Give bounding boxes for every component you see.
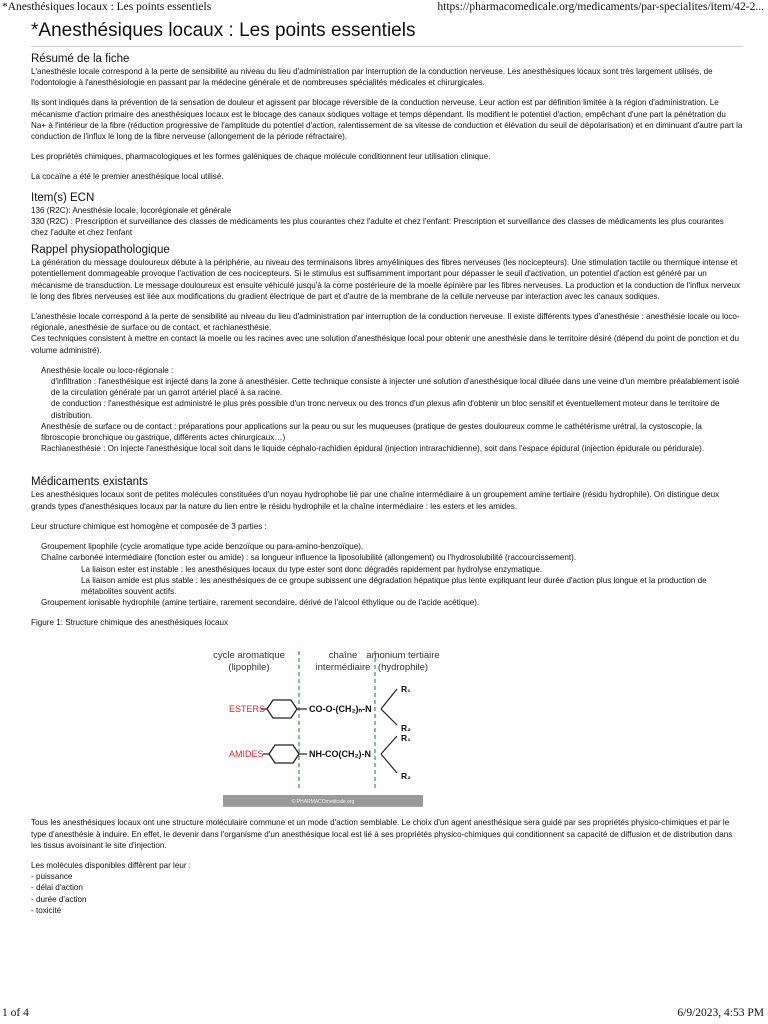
list-item: Groupement lipophile (cycle aromatique type acide benzoïque ou para-amino-benzoïque).: [41, 542, 364, 552]
list-item: de conduction : l'anesthésique est administré le plus près possible d'un tronc nerveux ou des troncs d'un plexus afin d'obtenir un bloc sensitif et éventuellement moteur dans le territoire de distribution.: [51, 399, 720, 420]
paragraph: L'anesthésie locale correspond à la perte de sensibilité au niveau du lieu d'administration par interruption de la conduction nerveuse. Il existe différents types d'anesthésie : anesthésie locale ou loco-régionale, anesthésie de surface ou de contact, et rachianesthésie.: [31, 312, 740, 333]
print-header: [0, 0, 768, 18]
figure-caption: Figure 1: Structure chimique des anesthésiques locaux: [31, 618, 229, 628]
section-heading-items: Item(s) ECN: [31, 191, 95, 204]
r1-label: R₁: [401, 733, 411, 744]
paragraph: Les propriétés chimiques, pharmacologiques et les formes galéniques de chaque molécule conditionnent leur utilisation clinique.: [31, 152, 491, 162]
amides-label: AMIDES: [229, 749, 264, 760]
r2-label: R₂: [401, 723, 411, 734]
list-item: Groupement ionisable hydrophile (amine tertiaire, rarement secondaire, dérivé de l'alcool éthylique ou de l'acide acétique).: [41, 598, 480, 608]
list-item: Anesthésie de surface ou de contact : préparations pour applications sur la peau ou sur les muqueuses (pratique de gestes douloureux comme le cathétérisme urétral, la cystoscopie, la fibroscopie bronchique ou gastrique, différents actes chirurgicaux…): [41, 421, 702, 443]
article: [31, 20, 743, 922]
page-number: 1 of 4: [2, 1007, 29, 1019]
header-col1-line2: (lipophile): [228, 662, 270, 674]
list-item: 136 (R2C): Anesthésie locale, locorégionale et générale: [31, 205, 232, 215]
r1-label: R₁: [401, 684, 411, 695]
print-timestamp: 6/9/2023, 4:53 PM: [677, 1007, 764, 1019]
r2-label: R₂: [401, 771, 411, 782]
list-item: - durée d'action: [31, 894, 87, 904]
section-heading-resume: Résumé de la fiche: [31, 53, 130, 65]
list-item: - toxicité: [31, 905, 62, 915]
paragraph: La cocaïne a été le premier anesthésique local utilisé.: [31, 172, 224, 182]
list-intro: Les molécules disponibles diffèrent par leur :: [31, 860, 192, 870]
items-list: [31, 205, 743, 239]
structure-parts-list: [31, 541, 743, 608]
section-heading-rappel: Rappel physiopathologique: [31, 244, 170, 257]
paragraph: Ils sont indiqués dans la prévention de la sensation de douleur et agissent par blocage réversible de la conduction nerveuse. Leur action est par définition limitée à la région d'administration. Le mécanisme d'action primaire des anesthésiques locaux est le blocage des canaux sodiques voltage et temps dépendant. Ils modifient le potentiel d'action, empêchant d'une part la pénétration du Na+ à l'intérieur de la fibre (réduction progressive de l'amplitude du potentiel d'action, ralentissement de sa vitesse de conduction et élévation du seuil de dépolarisation) et en diminuant d'autre part la conduction de l'influx le long de la fibre nerveuse (allongement de la période réfractaire).: [31, 98, 743, 142]
header-col2-line2: intermédiaire: [315, 662, 371, 674]
ester-chain-formula: CO-O-(CH₂)ₙ-N: [309, 704, 372, 715]
header-col3-line1: amonium tertiaire: [366, 650, 440, 662]
header-col2-line1: chaîne: [328, 650, 358, 662]
header-col1-line1: cycle aromatique: [213, 650, 285, 662]
anesthesia-types-list: [31, 365, 743, 455]
list-item: d'infiltration : l'anesthésique est injecté dans la zone à anesthésier. Cette technique consiste à injecter une solution d'anesthésique local diluée dans une veine d'un membre préalablement isolé de la circulation générale par un garrot artériel placé à sa racine.: [51, 377, 740, 398]
paragraph: Les anesthésiques locaux sont de petites molécules constituées d'un noyau hydrophobe lié par une chaîne intermédiaire à un groupement amine tertiaire (résidu hydrophile). On distingue deux grands types d'anesthésiques locaux par la nature du lien entre le résidu hydrophile et la chaîne intermédiaire : les esters et les amides.: [31, 490, 720, 511]
list-item: Rachianesthésie : On injecte l'anesthésique local soit dans le liquide céphalo-rachidien épidural (injection intrarachidienne), soit dans l'espace épidural (injection épidurale ou péridurale).: [41, 444, 705, 454]
list-item: La liaison ester est instable : les anesthésiques locaux du type ester sont donc dégradés rapidement par hydrolyse enzymatique.: [81, 564, 543, 574]
structure-diagram: [213, 635, 440, 806]
paragraph: Tous les anesthésiques locaux ont une structure moléculaire commune et un mode d'action semblable. Le choix d'un agent anesthésique sera guidé par ses propriétés physico-chimiques et par le type d'anesthésie à induire. En effet, le devenir dans l'organisme d'un anesthésique local est lié à ses propriétés physico-chimiques qui conditionnent sa capacité de diffusion et de distribution dans les tissus avoisinant le site d'injection.: [31, 818, 733, 850]
print-header-title: *Anesthésiques locaux : Les points essentiels: [2, 1, 212, 13]
paragraph: La génération du message douloureux débute à la périphérie, au niveau des terminaisons libres amyéliniques des fibres nerveuses (les nocicepteurs). Une stimulation tactile ou thermique intense et potentiellement dommageable provoque l'activation de ces nocicepteurs. Si le stimulus est suffisamment important pour dépasser le seuil d'activation, un potentiel d'action est généré par un mécanisme de transduction. Le message douloureux est ensuite véhiculé jusqu'à la corne postérieure de la moelle épinière par les fibres nerveuses. La production et la conduction de l'influx nerveux le long des fibres nerveuses est liée aux modifications du gradient électrique de part et d'autre de la membrane de la cellule nerveuse par interaction avec les canaux sodiques.: [31, 258, 741, 301]
figure-credit: © PHARMACOmedicale.org: [291, 799, 355, 806]
list-item: La liaison amide est plus stable : les anesthésiques de ce groupe subissent une dégradation hépatique plus lente expliquant leur durée d'action plus longue et la production de métabolites souvent actifs.: [81, 575, 707, 596]
list-item: 330 (R2C) : Prescription et surveillance des classes de médicaments les plus courantes chez l'adulte et chez l'enfant: Prescription et surveillance des classes de médicaments les plus courantes chez l'adulte et chez l'enfant: [31, 216, 724, 238]
esters-label: ESTERS: [229, 704, 266, 715]
amide-chain-formula: NH-CO(CH₂)-N: [309, 749, 371, 760]
paragraph: Ces techniques consistent à mettre en contact la moelle ou les racines avec une solution d'anesthésique local pour obtenir une anesthésie dans le territoire désiré (dépend du point de ponction et du volume administré).: [31, 334, 739, 355]
print-footer: [0, 1006, 768, 1024]
paragraph: Leur structure chimique est homogène et composée de 3 parties :: [31, 521, 267, 531]
list-item: - délai d'action: [31, 883, 83, 893]
header-col3-line2: (hydrophile): [377, 662, 429, 674]
section-heading-medicaments: Médicaments existants: [31, 476, 148, 489]
list-item: Anesthésie locale ou loco-régionale :: [41, 365, 174, 375]
list-item: Chaîne carbonée intermédiaire (fonction ester ou amide) : sa longueur influence la liposolubilité (allongement) ou l'hydrosolubilité (raccourcissement).: [41, 553, 577, 563]
list-item: - puissance: [31, 872, 73, 882]
page-title: *Anesthésiques locaux : Les points essentiels: [31, 20, 743, 47]
properties-list: [31, 860, 743, 916]
chemical-structure-figure: [213, 635, 440, 807]
paragraph: L'anesthésie locale correspond à la perte de sensibilité au niveau du lieu d'administration par interruption de la conduction nerveuse. Les anesthésiques locaux sont très largement utilisés, de l'odontologie à l'anesthésiologie en passant par la médecine générale et de nombreuses spécialités médicales et chirurgicales.: [31, 67, 713, 88]
print-header-url[interactable]: https://pharmacomedicale.org/medicaments/par-specialites/item/42-2...: [437, 1, 764, 13]
